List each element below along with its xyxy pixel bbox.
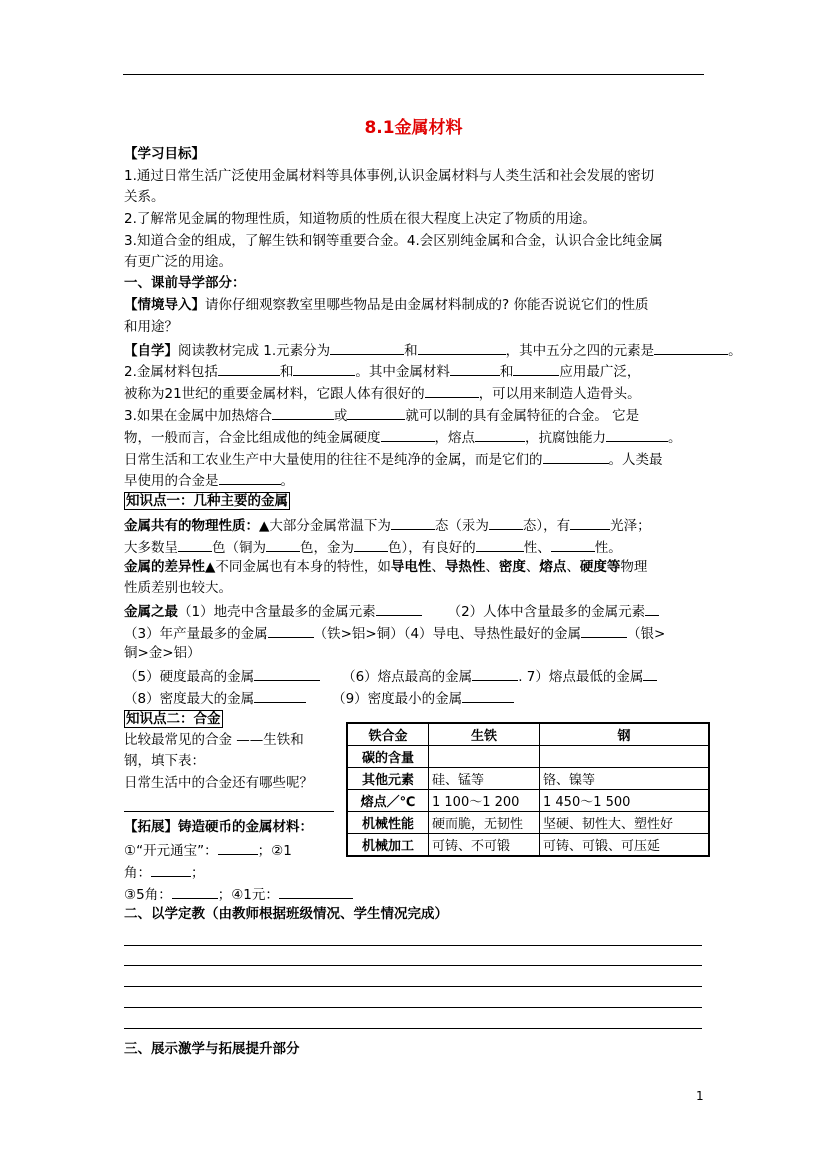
page-number: 1 (696, 1089, 704, 1103)
ext-text: 角： (124, 865, 151, 881)
table-cell[interactable] (540, 746, 710, 768)
most-text: （3）年产量最多的金属 (124, 626, 268, 642)
table-cell: 铬、镍等 (540, 768, 710, 790)
blank[interactable] (606, 427, 668, 442)
self-line-1 (124, 340, 742, 360)
blank[interactable] (279, 884, 353, 899)
diff-sep: 、 (566, 559, 580, 575)
alloy-text-c: 日常生活中的合金还有哪些呢？ (124, 775, 313, 791)
diff-line-2: 性质差别也较大。 (124, 580, 232, 596)
prop-line-2 (124, 537, 622, 557)
intro-line-1 (124, 296, 648, 314)
self-text: 。人类最 (608, 452, 663, 468)
diff-sep: 、 (485, 559, 499, 575)
prop-text: 性。 (594, 540, 622, 556)
most-text: . 7）熔点最低的金属 (518, 669, 644, 685)
blank[interactable] (266, 537, 300, 552)
table-row-label: 机械加工 (347, 834, 429, 857)
alloy-table (346, 722, 710, 857)
self-text: 物，一般而言，合金比组成他的纯金属硬度 (124, 430, 381, 446)
section-two-heading: 二、以学定教（由教师根据班级情况、学生情况完成） (124, 906, 448, 922)
blank[interactable] (462, 688, 514, 703)
table-cell: 可铸、可锻、可压延 (540, 834, 710, 857)
blank[interactable] (219, 470, 281, 485)
goal-1a: 1.通过日常生活广泛使用金属材料等具体事例,认识金属材料与人类生活和社会发展的密切 (124, 168, 655, 184)
table-row-label: 熔点／℃ (347, 790, 429, 812)
knowledge-point-1 (124, 492, 290, 510)
self-text: ，熔点 (434, 430, 475, 446)
extension-heading: 【拓展】铸造硬币的金属材料： (124, 819, 313, 835)
diff-term: 导电性 (390, 559, 432, 575)
table-row (347, 746, 709, 768)
blank[interactable] (151, 862, 191, 877)
intro-text-b: 和用途？ (124, 319, 178, 335)
table-header-row (347, 723, 709, 746)
goal-1b: 关系。 (124, 189, 165, 205)
prop-text: 性、 (523, 540, 551, 556)
self-text: 或 (333, 408, 348, 424)
goal-heading: 【学习目标】 (124, 146, 205, 162)
diff-sep: 、 (431, 559, 445, 575)
ext-text: ； (191, 865, 205, 881)
self-tag: 【自学】 (124, 343, 178, 359)
self-text: 阅读教材完成 1.元素分为 (178, 343, 331, 359)
kp1-label: 知识点一：几种主要的金属 (126, 493, 288, 509)
self-text: 日常生活和工农业生产中大量使用的往往不是纯净的金属，而是它们的 (124, 452, 543, 468)
ext-text: ；②1 (257, 843, 292, 859)
prop-text: 大多数呈 (124, 540, 178, 556)
self-line-6 (124, 449, 663, 469)
blank[interactable] (450, 361, 500, 376)
blank[interactable] (172, 884, 218, 899)
prop-text: 态（汞为 (434, 518, 489, 534)
self-text: 。 (728, 343, 742, 359)
most-text: （5）硬度最高的金属 (124, 669, 255, 685)
self-text: 就可以制的具有金属特征的合金。 它是 (405, 408, 640, 424)
answer-line[interactable] (124, 945, 702, 946)
prop-text: 色（铜为 (212, 540, 266, 556)
alloy-text-a: 比较最常见的合金 ——生铁和 (124, 732, 304, 748)
most-heading: 金属之最 (124, 604, 178, 620)
knowledge-point-2 (124, 710, 223, 728)
self-text: ，其中五分之四的元素是 (505, 343, 655, 359)
blank[interactable] (581, 623, 627, 638)
blank[interactable] (376, 601, 422, 616)
prop-text: 光泽； (610, 518, 651, 534)
most-line-2 (124, 623, 665, 643)
goal-2: 2.了解常见金属的物理性质，知道物质的性质在很大程度上决定了物质的用途。 (124, 211, 596, 227)
diff-term: 熔点 (539, 559, 567, 575)
blank[interactable] (543, 449, 609, 464)
blank[interactable] (381, 427, 435, 442)
diff-text: ▲不同金属也有本身的特性，如 (205, 559, 391, 575)
blank[interactable] (268, 623, 314, 638)
ext-text: ①“开元通宝”： (124, 843, 218, 859)
most-text: （6）熔点最高的金属 (342, 669, 473, 685)
self-line-5 (124, 427, 682, 447)
table-cell: 坚硬、韧性大、塑性好 (540, 812, 710, 834)
diff-line-1 (124, 558, 647, 576)
header-rule (123, 74, 704, 75)
table-header: 钢 (540, 723, 710, 746)
ext-line-1 (124, 840, 292, 860)
most-text: （2）人体中含量最多的金属元素 (447, 604, 646, 620)
goal-3b: 有更广泛的用途。 (124, 254, 232, 270)
self-line-4 (124, 405, 639, 425)
blank[interactable] (354, 537, 388, 552)
most-text: （1）地壳中含量最多的金属元素 (178, 604, 376, 620)
intro-tag: 【情境导入】 (124, 297, 205, 313)
prop-text: 色），有良好的 (388, 540, 476, 556)
page-title: 8.1金属材料 (364, 118, 463, 138)
self-text: 和 (404, 343, 418, 359)
self-text: 。其中金属材料 (355, 364, 450, 380)
blank[interactable] (570, 515, 610, 530)
most-text: （铁>铝>铜）（4）导电、导热性最好的金属 (313, 626, 582, 642)
most-text: （银> (627, 626, 666, 642)
blank[interactable] (475, 427, 525, 442)
prop-heading: 金属共有的物理性质： (124, 518, 259, 534)
self-line-7 (124, 470, 294, 490)
blank[interactable] (218, 361, 280, 376)
blank[interactable] (489, 515, 523, 530)
self-text: 。 (668, 430, 682, 446)
blank[interactable] (513, 361, 559, 376)
table-cell: 1 100～1 200 (429, 790, 540, 812)
self-text: ，抗腐蚀能力 (525, 430, 606, 446)
section-three-heading: 三、展示激学与拓展提升部分 (124, 1041, 300, 1057)
most-line-3: 铜>金>铝） (124, 645, 201, 661)
self-text: ，可以用来制造人造骨头。 (478, 386, 641, 402)
ext-line-2 (124, 862, 205, 882)
prop-text: 态），有 (522, 518, 571, 534)
blank[interactable] (643, 666, 657, 681)
answer-line[interactable] (124, 986, 702, 987)
most-line-4 (124, 666, 657, 686)
blank[interactable] (551, 537, 595, 552)
prop-text: ▲大部分金属常温下为 (259, 518, 391, 534)
table-cell[interactable] (429, 746, 540, 768)
blank[interactable] (254, 666, 320, 681)
self-text: 。 (280, 473, 294, 489)
answer-line[interactable] (124, 1028, 702, 1029)
blank[interactable] (293, 361, 355, 376)
answer-line[interactable] (124, 1007, 702, 1008)
most-text: （9）密度最小的金属 (332, 691, 463, 707)
most-line-1 (124, 601, 659, 621)
intro-text-a: 请你仔细观察教室里哪些物品是由金属材料制成的? 你能否说说它们的性质 (205, 297, 649, 313)
self-text: 应用最广泛， (559, 364, 641, 380)
self-text: 3.如果在金属中加热熔合 (124, 408, 272, 424)
blank[interactable] (178, 537, 212, 552)
table-row (347, 768, 709, 790)
ext-text: ；④1元： (217, 887, 279, 903)
table-row-label: 机械性能 (347, 812, 429, 834)
blank[interactable] (425, 383, 479, 398)
alloy-text-b: 钢，填下表： (124, 753, 205, 769)
table-row (347, 812, 709, 834)
blank[interactable] (218, 840, 258, 855)
diff-term: 导热性 (444, 559, 486, 575)
ext-text: ③5角： (124, 887, 172, 903)
blank[interactable] (347, 405, 405, 420)
prop-line-1 (124, 515, 651, 535)
self-line-2 (124, 361, 640, 381)
blank[interactable] (476, 537, 524, 552)
self-text: 被称为21世纪的重要金属材料，它跟人体有很好的 (124, 386, 425, 402)
self-line-3 (124, 383, 641, 403)
diff-sep: 、 (525, 559, 540, 575)
blank[interactable] (654, 340, 728, 355)
diff-term: 硬度等 (579, 559, 621, 575)
ext-line-3 (124, 884, 353, 904)
blank[interactable] (272, 405, 334, 420)
blank[interactable] (418, 340, 506, 355)
table-row (347, 834, 709, 857)
prop-text: 色，金为 (300, 540, 354, 556)
blank[interactable] (330, 340, 404, 355)
self-text: 和 (499, 364, 514, 380)
table-cell: 1 450～1 500 (540, 790, 710, 812)
most-text: （8）密度最大的金属 (124, 691, 255, 707)
table-row (347, 790, 709, 812)
table-header: 生铁 (429, 723, 540, 746)
alloy-answer-line[interactable] (124, 811, 334, 812)
blank[interactable] (645, 601, 659, 616)
diff-heading: 金属的差异性 (124, 559, 205, 575)
self-text: 和 (279, 364, 294, 380)
kp2-label: 知识点二：合金 (126, 711, 221, 727)
blank[interactable] (472, 666, 518, 681)
diff-text: 物理 (620, 559, 648, 575)
section-pre-heading: 一、课前导学部分： (124, 275, 246, 291)
table-row-label: 其他元素 (347, 768, 429, 790)
table-cell: 硬而脆，无韧性 (429, 812, 540, 834)
table-header: 铁合金 (347, 723, 429, 746)
table-cell: 可铸、不可锻 (429, 834, 540, 857)
blank[interactable] (254, 688, 306, 703)
self-text: 早使用的合金是 (124, 473, 219, 489)
blank[interactable] (391, 515, 435, 530)
table-cell: 硅、锰等 (429, 768, 540, 790)
diff-term: 密度 (498, 559, 526, 575)
self-text: 2.金属材料包括 (124, 364, 218, 380)
goal-3a: 3.知道合金的组成，了解生铁和钢等重要合金。4.会区别纯金属和合金，认识合金比纯金属 (124, 233, 663, 249)
most-line-5 (124, 688, 514, 708)
answer-line[interactable] (124, 965, 702, 966)
table-row-label: 碳的含量 (347, 746, 429, 768)
